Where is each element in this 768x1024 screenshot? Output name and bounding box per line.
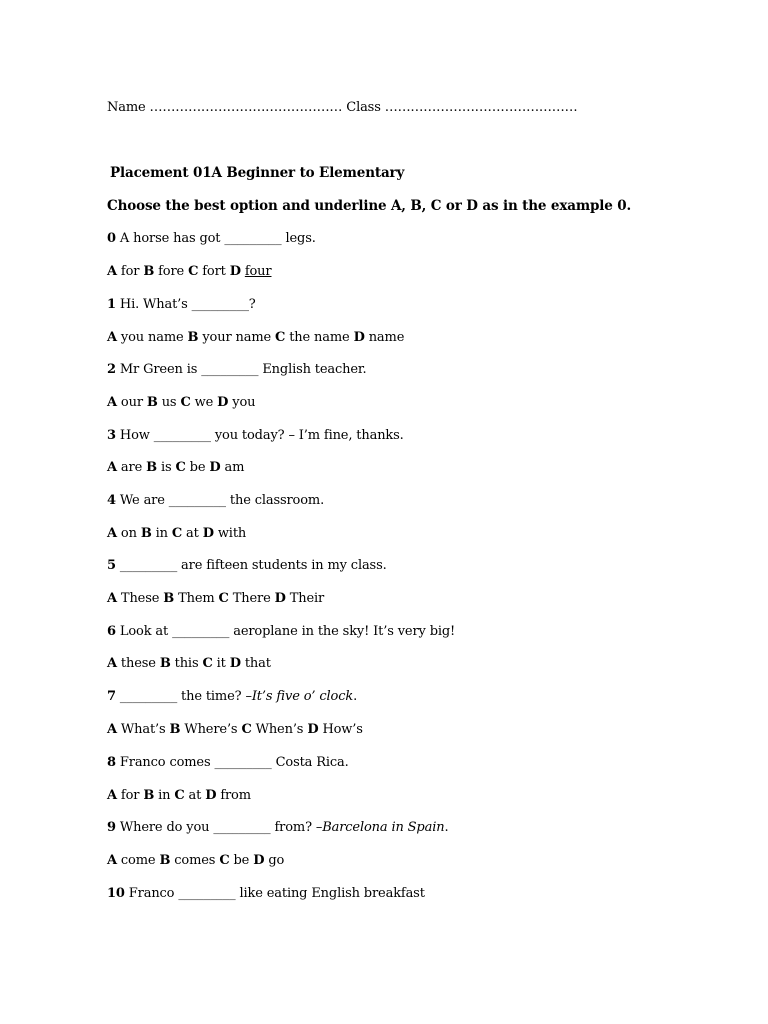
option-letter: A [107,591,117,606]
option-letter: A [107,853,117,868]
option-letter: B [143,788,155,803]
option-text[interactable]: at [186,526,199,541]
option-text[interactable]: these [120,656,156,671]
options-5 [107,591,324,607]
question-text: Franco _________ like eating English breakfast [128,886,425,901]
question-text: Franco comes _________ Costa Rica. [119,755,349,770]
name-dots: ……………………………………… [149,100,343,115]
option-text[interactable]: be [189,460,206,475]
option-text[interactable]: your name [202,330,272,345]
option-letter: C [171,526,183,541]
option-text[interactable]: am [224,460,245,475]
question-number: 5 [107,558,116,573]
option-text[interactable]: you [232,395,256,410]
sample-answer: Barcelona in Spain [322,820,445,835]
question-0 [107,231,316,247]
option-letter: A [107,656,117,671]
answer-period: . [353,689,358,704]
option-text[interactable]: How’s [322,722,363,737]
name-class-line [107,100,577,116]
question-number: 1 [107,297,116,312]
option-letter: D [307,722,319,737]
option-text[interactable]: go [268,853,285,868]
option-text[interactable]: fort [202,264,226,279]
option-text-underlined[interactable]: four [244,264,272,279]
option-text[interactable]: Them [178,591,215,606]
question-9 [107,820,448,836]
option-text[interactable]: for [120,788,140,803]
question-7 [107,689,357,705]
option-letter: B [140,526,152,541]
question-2 [107,362,367,378]
option-letter: B [143,264,155,279]
option-text[interactable]: Their [289,591,325,606]
question-number: 6 [107,624,116,639]
options-9 [107,853,284,869]
question-text: Hi. What’s _________? [119,297,256,312]
option-letter: C [202,656,213,671]
option-text[interactable]: that [244,656,271,671]
option-text[interactable]: is [160,460,172,475]
option-letter: C [219,853,230,868]
class-label: Class [346,100,381,115]
option-letter: D [217,395,229,410]
question-number: 0 [107,231,116,246]
option-text[interactable]: our [120,395,143,410]
options-6 [107,656,271,672]
option-letter: C [174,788,185,803]
question-text: _________ the time? – [119,689,252,704]
option-text[interactable]: in [158,788,171,803]
question-text: A horse has got _________ legs. [119,231,316,246]
page-title: Placement 01A Beginner to Elementary [110,165,405,181]
option-text[interactable]: it [216,656,226,671]
option-letter: B [159,656,171,671]
option-letter: A [107,788,117,803]
class-dots: ……………………………………… [384,100,578,115]
option-letter: B [169,722,181,737]
option-letter: C [275,330,286,345]
option-text[interactable]: fore [158,264,185,279]
option-text[interactable]: What’s [120,722,166,737]
question-8 [107,755,349,771]
question-3 [107,428,404,444]
question-number: 8 [107,755,116,770]
option-letter: C [175,460,186,475]
option-letter: A [107,330,117,345]
option-text[interactable]: in [155,526,168,541]
option-letter: D [274,591,286,606]
option-text[interactable]: with [217,526,247,541]
option-text[interactable]: come [120,853,156,868]
option-letter: D [202,526,214,541]
option-letter: A [107,395,117,410]
option-letter: B [146,395,158,410]
option-letter: A [107,460,117,475]
option-letter: A [107,264,117,279]
option-letter: B [146,460,157,475]
sample-answer: It’s five o’ clock [251,689,354,704]
option-text[interactable]: be [233,853,250,868]
option-letter: D [253,853,265,868]
option-letter: B [163,591,175,606]
question-5 [107,558,387,574]
option-letter: D [205,788,217,803]
option-text[interactable]: These [120,591,160,606]
question-number: 3 [107,428,116,443]
options-8 [107,788,251,804]
option-letter: B [159,853,171,868]
question-text: Look at _________ aeroplane in the sky! It’s very big! [119,624,456,639]
option-text[interactable]: comes [174,853,216,868]
option-text[interactable]: we [194,395,214,410]
option-letter: D [353,330,365,345]
question-text: Where do you _________ from? – [119,820,323,835]
option-text[interactable]: the name [289,330,350,345]
question-6 [107,624,455,640]
name-label: Name [107,100,146,115]
option-letter: D [209,460,221,475]
options-3 [107,460,244,476]
options-4 [107,526,246,542]
options-2 [107,395,255,411]
question-text: _________ are fifteen students in my class. [119,558,387,573]
option-letter: A [107,526,117,541]
option-text[interactable]: name [368,330,405,345]
option-text[interactable]: you name [120,330,184,345]
question-10 [107,886,425,902]
option-text[interactable]: There [232,591,271,606]
option-letter: D [229,656,241,671]
question-number: 9 [107,820,116,835]
question-text: How _________ you today? – I’m fine, thanks. [119,428,404,443]
option-text[interactable]: on [120,526,137,541]
options-0 [107,264,271,280]
option-letter: D [229,264,241,279]
option-text[interactable]: us [161,395,177,410]
option-text[interactable]: this [174,656,199,671]
option-letter: C [188,264,199,279]
options-1 [107,330,404,346]
option-text[interactable]: for [120,264,140,279]
option-text[interactable]: at [188,788,202,803]
instruction: Choose the best option and underline A, B, C or D as in the example 0. [107,198,632,214]
question-text: Mr Green is _________ English teacher. [119,362,367,377]
question-number: 4 [107,493,116,508]
question-number: 7 [107,689,116,704]
option-letter: C [218,591,229,606]
option-letter: C [180,395,191,410]
question-number: 2 [107,362,116,377]
option-text[interactable]: from [220,788,251,803]
option-letter: A [107,722,117,737]
answer-period: . [444,820,449,835]
question-number: 10 [107,886,125,901]
option-letter: B [187,330,199,345]
option-text[interactable]: When’s [255,722,304,737]
question-4 [107,493,324,509]
option-text[interactable]: Where’s [184,722,238,737]
option-text[interactable]: are [120,460,143,475]
option-letter: C [241,722,252,737]
question-1 [107,297,256,313]
options-7 [107,722,363,738]
question-text: We are _________ the classroom. [119,493,325,508]
